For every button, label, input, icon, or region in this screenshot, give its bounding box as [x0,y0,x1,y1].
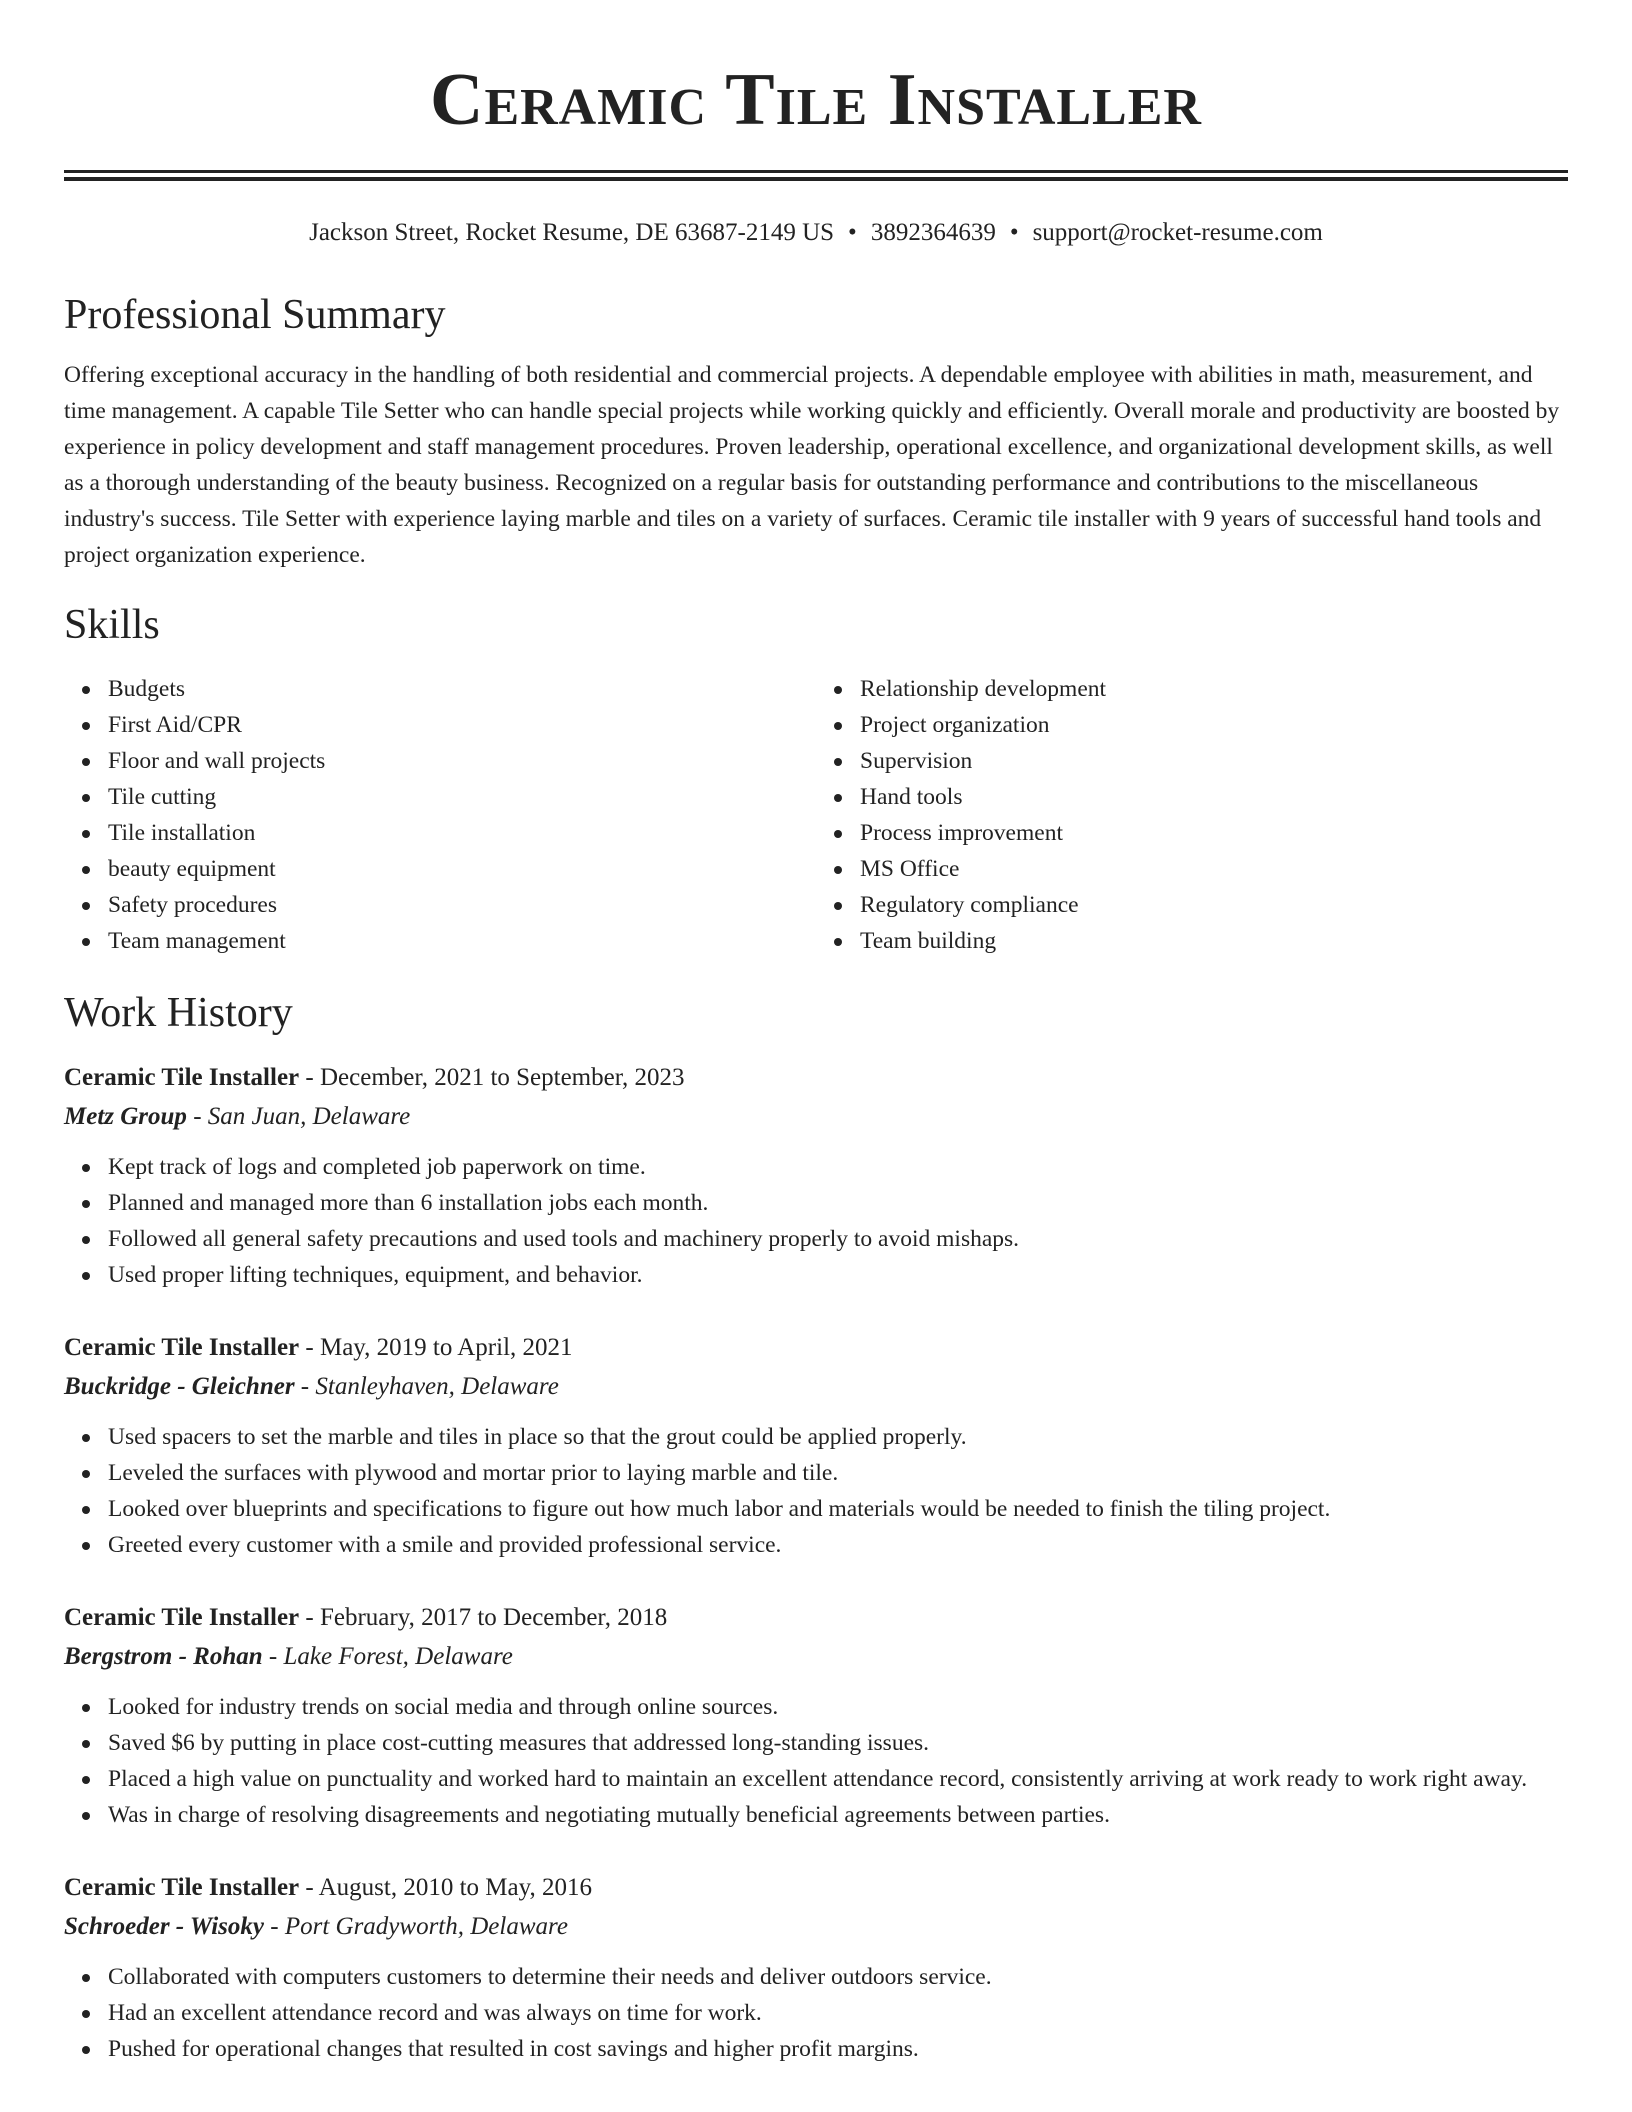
job-bullets [64,1419,1568,1563]
job-bullet: Collaborated with computers customers to determine their needs and deliver outdoors service. [108,1959,1568,1995]
job-location: - San Juan, Delaware [186,1103,411,1130]
job-title-line [64,1869,1568,1907]
skill-item: beauty equipment [108,851,816,887]
skill-item: Floor and wall projects [108,743,816,779]
job-company-line [64,1637,1568,1677]
job-title-line [64,1599,1568,1637]
job-bullet: Had an excellent attendance record and was always on time for work. [108,1995,1568,2031]
job-company: Bergstrom - Rohan [64,1643,263,1670]
job-title: Ceramic Tile Installer [64,1334,300,1361]
skill-item: Relationship development [860,671,1568,707]
skill-item: Hand tools [860,779,1568,815]
job-bullet: Saved $6 by putting in place cost-cutting measures that addressed long-standing issues. [108,1725,1568,1761]
skill-item: Supervision [860,743,1568,779]
job-title: Ceramic Tile Installer [64,1874,300,1901]
job-company: Schroeder - Wisoky [64,1913,264,1940]
job-entry [64,1869,1568,2067]
summary-text: Offering exceptional accuracy in the handling of both residential and commercial projects. A dependable employee with abilities in math, measurement, and time management. A capable Tile Setter who can handle special projects while working quickly and efficiently. Overall morale and productivity are boosted by experience in policy development and staff management procedures. Proven leadership, operational excellence, and organizational development skills, as well as a thorough understanding of the beauty business. Recognized on a regular basis for outstanding performance and contributions to the miscellaneous industry's success. Tile Setter with experience laying marble and tiles on a variety of surfaces. Ceramic tile installer with 9 years of successful hand tools and project organization experience. [64,362,1560,568]
job-bullet: Used spacers to set the marble and tiles in place so that the grout could be applied properly. [108,1419,1568,1455]
job-title-line [64,1329,1568,1367]
skill-item: First Aid/CPR [108,707,816,743]
job-bullets [64,1149,1568,1293]
job-bullet: Was in charge of resolving disagreements and negotiating mutually beneficial agreements between parties. [108,1797,1568,1833]
job-bullets [64,1689,1568,1833]
header-divider [64,170,1568,181]
summary-heading: Professional Summary [64,292,446,338]
job-location: - Port Gradyworth, Delaware [264,1913,568,1940]
skill-item: Tile cutting [108,779,816,815]
skills-columns [64,671,1568,959]
job-bullet: Pushed for operational changes that resulted in cost savings and higher profit margins. [108,2031,1568,2067]
job-company-line [64,1907,1568,1947]
contact-line [64,217,1568,249]
job-location: - Stanleyhaven, Delaware [294,1373,559,1400]
job-bullet: Greeted every customer with a smile and provided professional service. [108,1527,1568,1563]
skill-item: Tile installation [108,815,816,851]
job-bullets [64,1959,1568,2067]
job-bullet: Placed a high value on punctuality and worked hard to maintain an excellent attendance record, consistently arriving at work ready to work right away. [108,1761,1568,1797]
job-bullet: Leveled the surfaces with plywood and mortar prior to laying marble and tile. [108,1455,1568,1491]
job-company: Metz Group [64,1103,187,1130]
skill-item: Team building [860,923,1568,959]
contact-address: Jackson Street, Rocket Resume, DE 63687-2149 US [309,219,835,246]
work-history-heading: Work History [64,990,293,1036]
skills-heading: Skills [64,602,160,648]
skill-item: Project organization [860,707,1568,743]
job-location: - Lake Forest, Delaware [262,1643,513,1670]
job-bullet: Followed all general safety precautions and used tools and machinery properly to avoid mishaps. [108,1221,1568,1257]
job-title: Ceramic Tile Installer [64,1604,300,1631]
contact-email: support@rocket-resume.com [1032,219,1323,246]
skills-list-left [64,671,816,959]
job-bullet: Planned and managed more than 6 installation jobs each month. [108,1185,1568,1221]
job-dates: - December, 2021 to September, 2023 [299,1064,685,1091]
contact-separator: • [848,219,857,246]
job-dates: - May, 2019 to April, 2021 [299,1334,573,1361]
job-entry [64,1599,1568,1833]
skill-item: Regulatory compliance [860,887,1568,923]
contact-separator: • [1009,219,1019,246]
job-bullet: Used proper lifting techniques, equipment, and behavior. [108,1257,1568,1293]
skill-item: MS Office [860,851,1568,887]
skill-item: Safety procedures [108,887,816,923]
job-bullet: Looked over blueprints and specifications to figure out how much labor and materials would be needed to finish the tiling project. [108,1491,1568,1527]
job-bullet: Looked for industry trends on social media and through online sources. [108,1689,1568,1725]
resume-name: Ceramic Tile Installer [430,59,1202,141]
job-dates: - August, 2010 to May, 2016 [299,1874,592,1901]
skill-item: Team management [108,923,816,959]
job-entry [64,1329,1568,1563]
skills-list-right [816,671,1568,959]
contact-phone: 3892364639 [870,219,996,246]
job-dates: - February, 2017 to December, 2018 [299,1604,668,1631]
job-bullet: Kept track of logs and completed job paperwork on time. [108,1149,1568,1185]
job-company-line [64,1367,1568,1407]
job-company: Buckridge - Gleichner [64,1373,295,1400]
skill-item: Budgets [108,671,816,707]
job-company-line [64,1097,1568,1137]
job-entry [64,1059,1568,1293]
job-title-line [64,1059,1568,1097]
job-title: Ceramic Tile Installer [64,1064,300,1091]
skill-item: Process improvement [860,815,1568,851]
